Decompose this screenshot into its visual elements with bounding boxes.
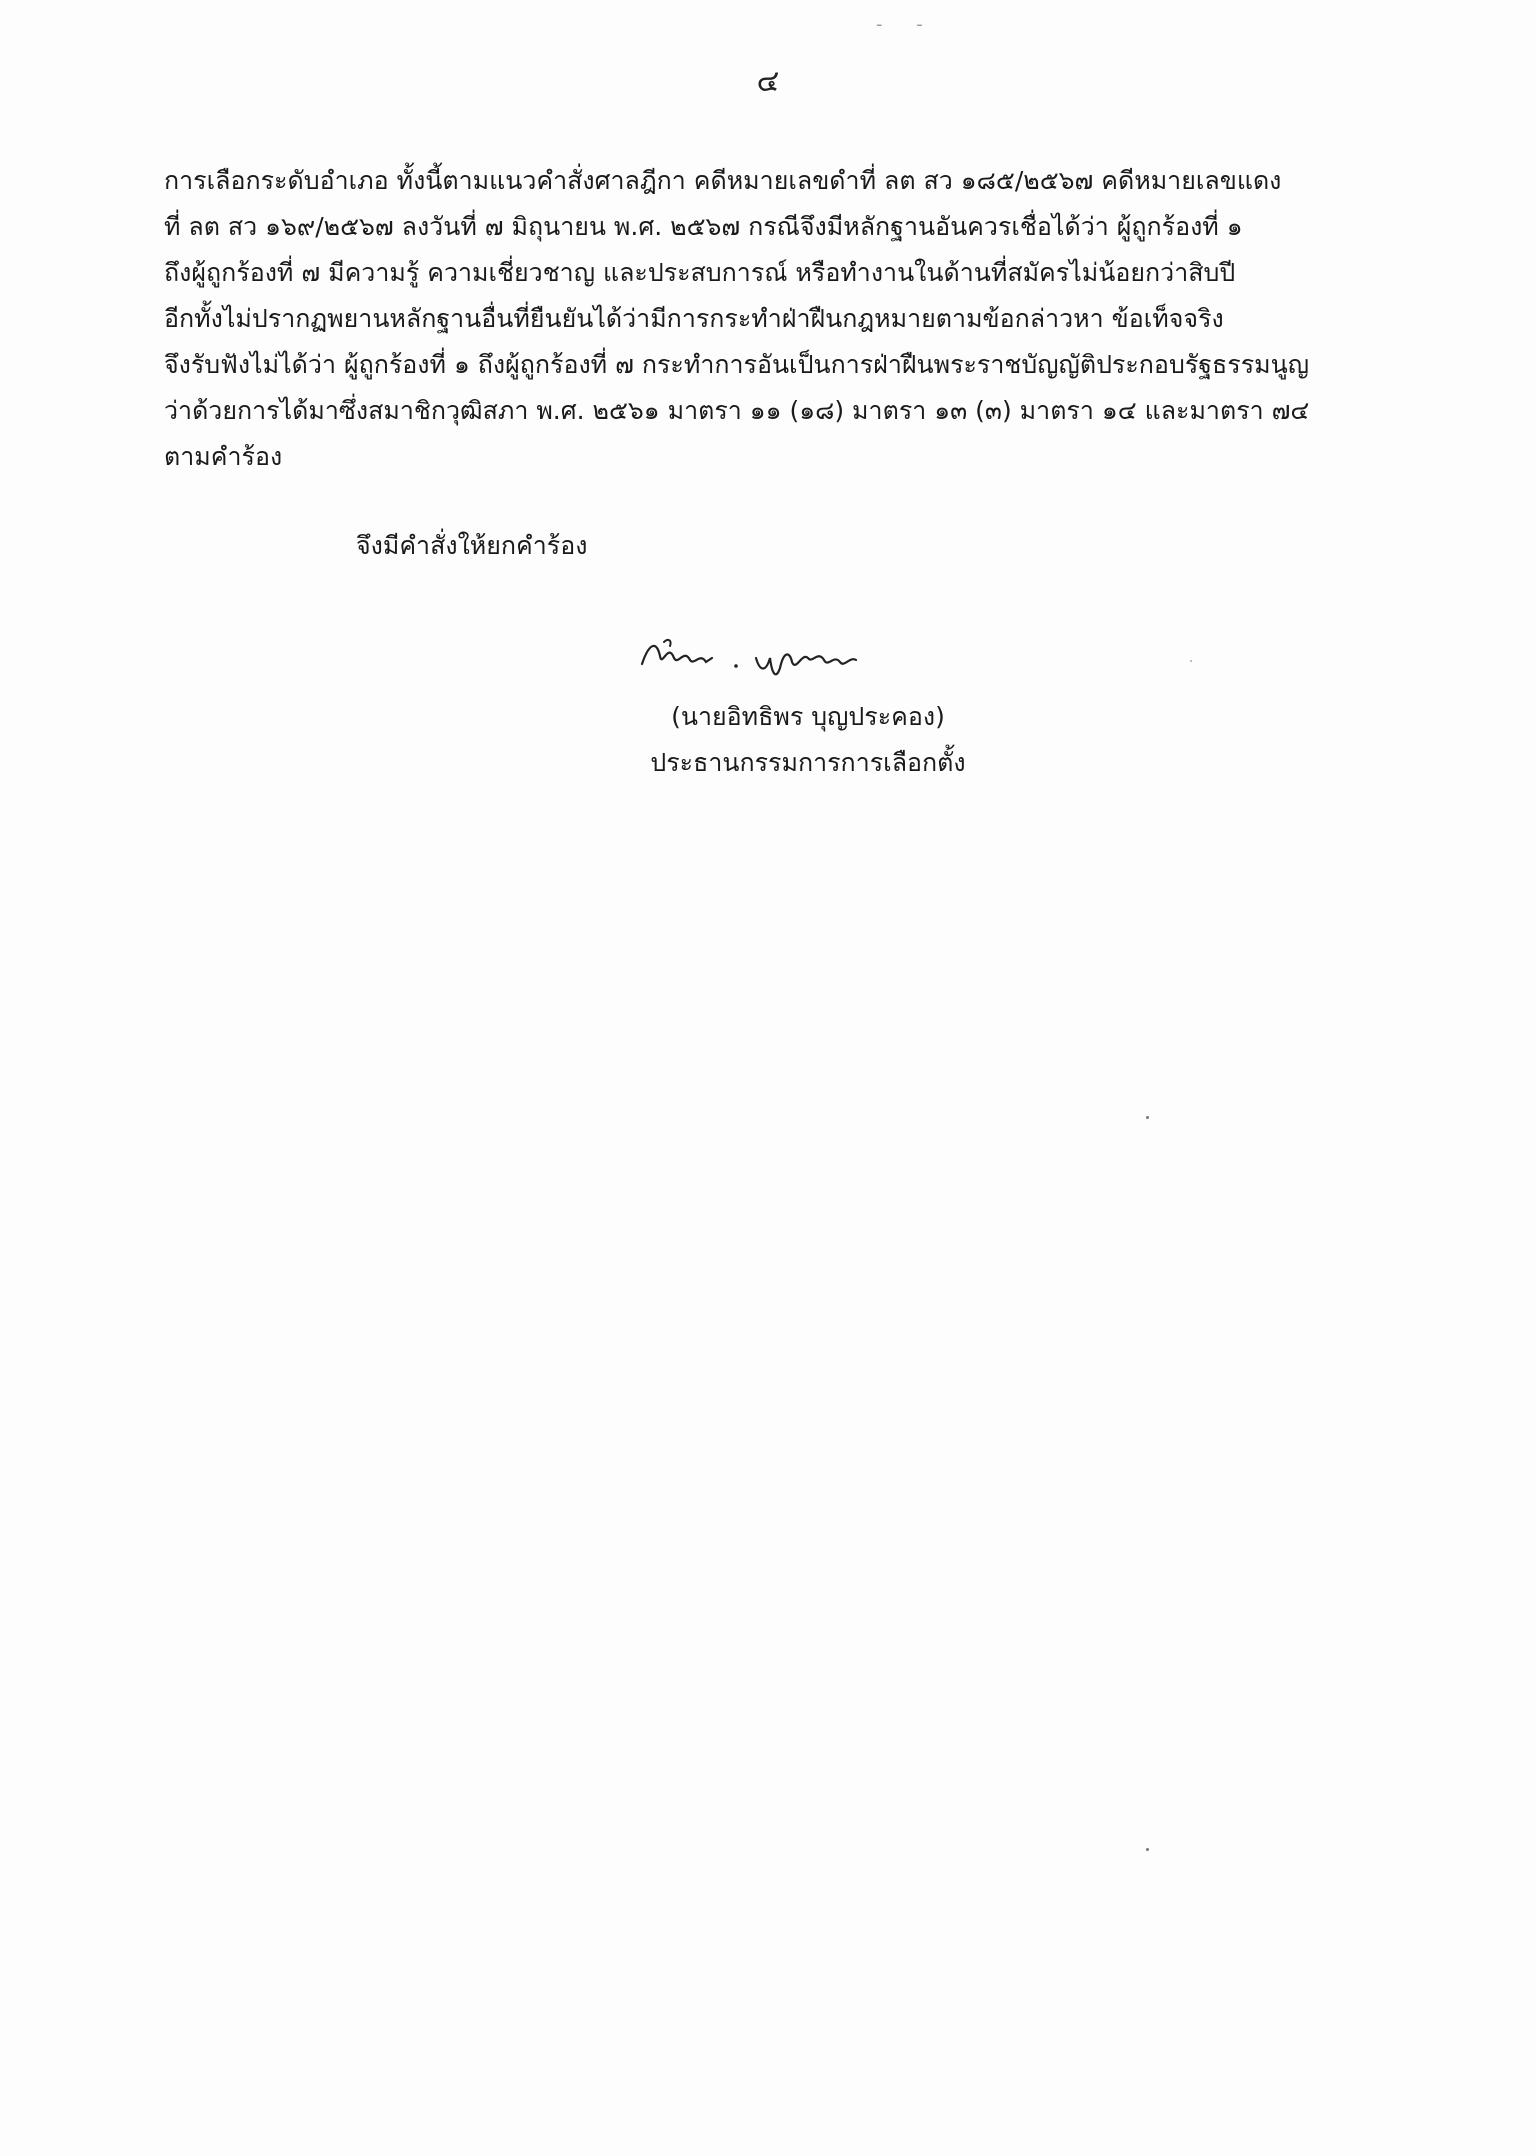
scan-speck <box>1146 1116 1149 1119</box>
paragraph-line: อีกทั้งไม่ปรากฏพยานหลักฐานอื่นที่ยืนยันได้ว่ามีการกระทำฝ่าฝืนกฎหมายตามข้อกล่าวหา ข้อเท็จจริง <box>164 304 1224 333</box>
order-statement: จึงมีคำสั่งให้ยกคำร้อง <box>356 531 588 560</box>
signer-name: (นายอิทธิพร บุญประคอง) <box>671 702 945 731</box>
paragraph-line: การเลือกระดับอำเภอ ทั้งนี้ตามแนวคำสั่งศาลฎีกา คดีหมายเลขดำที่ ลต สว ๑๘๕/๒๕๖๗ คดีหมายเลขแดง <box>164 166 1282 195</box>
scan-speck <box>1146 1848 1149 1851</box>
scan-speck <box>1190 660 1192 662</box>
page-number: ๔ <box>756 64 780 99</box>
signer-title: ประธานกรรมการการเลือกตั้ง <box>650 748 966 777</box>
paragraph-line: ถึงผู้ถูกร้องที่ ๗ มีความรู้ ความเชี่ยวชาญ และประสบการณ์ หรือทำงานในด้านที่สมัครไม่น้อยกว่าสิบปี <box>164 258 1236 287</box>
paragraph-line: จึงรับฟังไม่ได้ว่า ผู้ถูกร้องที่ ๑ ถึงผู้ถูกร้องที่ ๗ กระทำการอันเป็นการฝ่าฝืนพระราชบัญญัติประกอบรัฐธรรมนูญ <box>164 350 1310 379</box>
paragraph <box>164 158 1422 480</box>
handwritten-signature <box>634 628 934 678</box>
scan-marks: - - <box>876 14 937 35</box>
paragraph-line: ตามคำร้อง <box>164 442 283 471</box>
paragraph-line: ว่าด้วยการได้มาซึ่งสมาชิกวุฒิสภา พ.ศ. ๒๕๖๑ มาตรา ๑๑ (๑๘) มาตรา ๑๓ (๓) มาตรา ๑๔ และมาตรา ๗๔ <box>164 396 1310 425</box>
paragraph-line: ที่ ลต สว ๑๖๙/๒๕๖๗ ลงวันที่ ๗ มิถุนายน พ.ศ. ๒๕๖๗ กรณีจึงมีหลักฐานอันควรเชื่อได้ว่า ผู้ถูกร้องที่ ๑ <box>164 212 1243 241</box>
